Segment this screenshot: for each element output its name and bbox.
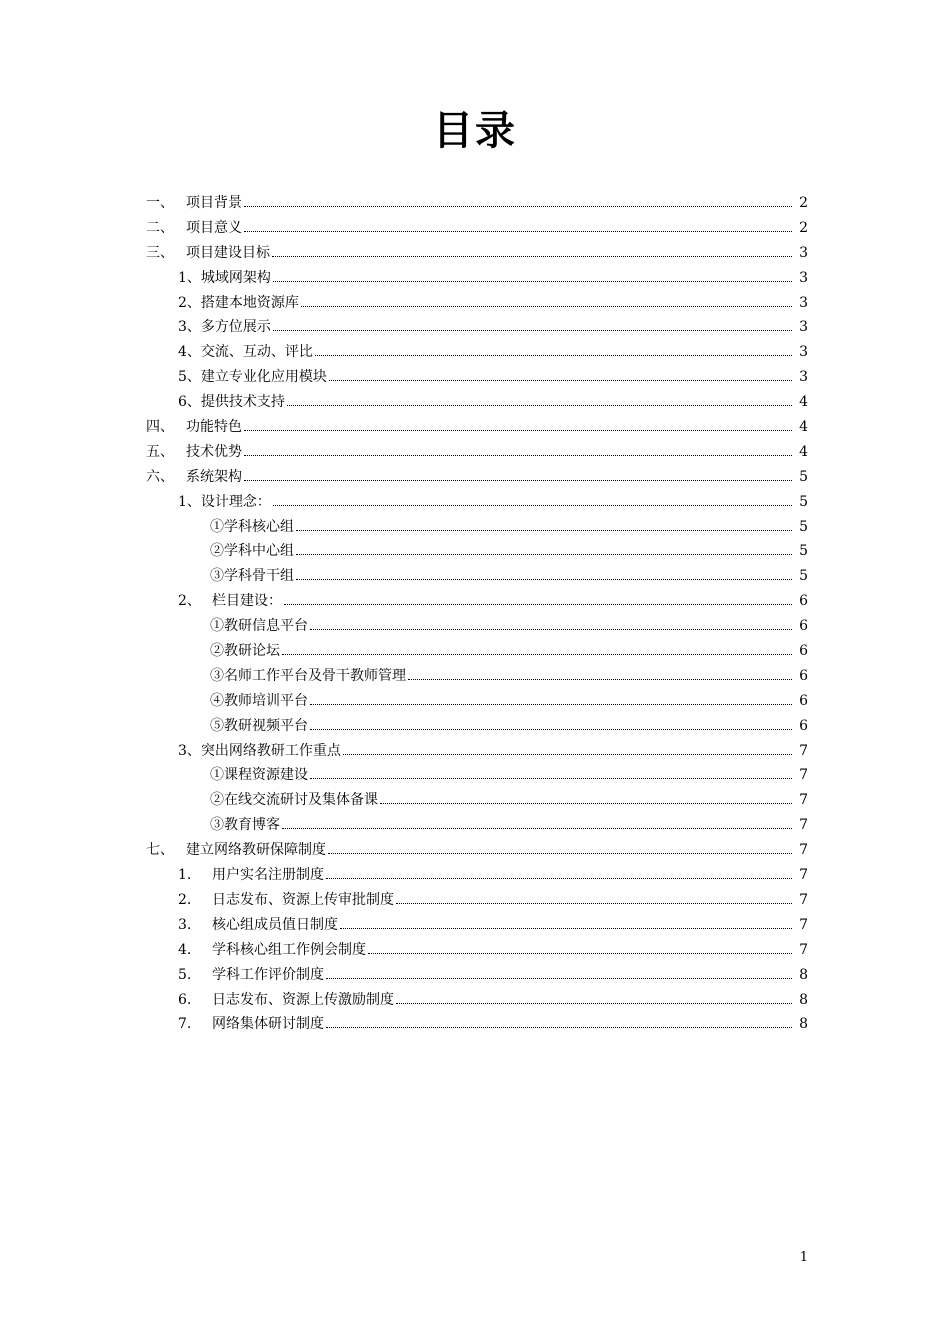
page-number: 1 bbox=[799, 1250, 808, 1265]
toc-entry-title: 项目意义 bbox=[186, 219, 242, 236]
toc-entry[interactable] bbox=[146, 813, 808, 838]
dot-leader bbox=[287, 390, 792, 406]
toc-entry-title: ③名师工作平台及骨干教师管理 bbox=[210, 667, 406, 684]
toc-entry[interactable] bbox=[146, 340, 808, 365]
toc-entry-page: 8 bbox=[799, 1016, 808, 1033]
toc-entry-page: 7 bbox=[799, 792, 808, 809]
toc-entry-number: 4. bbox=[178, 941, 192, 958]
toc-entry[interactable] bbox=[146, 440, 808, 465]
toc-entry-title: 6、提供技术支持 bbox=[178, 394, 285, 411]
toc-entry-title: 网络集体研讨制度 bbox=[212, 1016, 324, 1033]
toc-entry-title: 系统架构 bbox=[186, 468, 242, 485]
toc-entry[interactable] bbox=[146, 266, 808, 291]
toc-entry-page: 3 bbox=[799, 344, 808, 361]
dot-leader bbox=[273, 266, 792, 282]
toc-entry-title: 日志发布、资源上传激励制度 bbox=[212, 991, 394, 1008]
dot-leader bbox=[282, 813, 792, 829]
toc-entry-number: 七、 bbox=[146, 842, 174, 859]
toc-entry-title: ②在线交流研讨及集体备课 bbox=[210, 792, 378, 809]
dot-leader bbox=[301, 291, 792, 307]
toc-entry[interactable] bbox=[146, 241, 808, 266]
toc-entry-page: 5 bbox=[799, 468, 808, 485]
dot-leader bbox=[244, 216, 792, 232]
toc-entry[interactable] bbox=[146, 988, 808, 1013]
toc-entry-number: 五、 bbox=[146, 443, 174, 460]
dot-leader bbox=[343, 739, 792, 755]
toc-entry[interactable] bbox=[146, 639, 808, 664]
toc-entry-page: 7 bbox=[799, 891, 808, 908]
toc-entry-number: 六、 bbox=[146, 468, 174, 485]
dot-leader bbox=[329, 365, 792, 381]
toc-entry-title: ③教育博客 bbox=[210, 817, 280, 834]
toc-entry[interactable] bbox=[146, 739, 808, 764]
toc-entry-title: 学科核心组工作例会制度 bbox=[212, 941, 366, 958]
toc-entry-number: 二、 bbox=[146, 219, 174, 236]
toc-entry-page: 3 bbox=[799, 244, 808, 261]
toc-entry-title: 3、多方位展示 bbox=[178, 319, 271, 336]
dot-leader bbox=[328, 838, 792, 854]
toc-entry-title: ③学科骨干组 bbox=[210, 568, 294, 585]
toc-entry-number: 三、 bbox=[146, 244, 174, 261]
toc-entry-title: 项目建设目标 bbox=[186, 244, 270, 261]
toc-entry[interactable] bbox=[146, 963, 808, 988]
toc-entry-title: 核心组成员值日制度 bbox=[212, 916, 338, 933]
toc-entry[interactable] bbox=[146, 689, 808, 714]
toc-entry[interactable] bbox=[146, 216, 808, 241]
toc-entry[interactable] bbox=[146, 1012, 808, 1037]
toc-entry-page: 2 bbox=[799, 219, 808, 236]
toc-entry-page: 3 bbox=[799, 319, 808, 336]
dot-leader bbox=[273, 315, 792, 331]
toc-entry-title: ⑤教研视频平台 bbox=[210, 717, 308, 734]
toc-entry[interactable] bbox=[146, 589, 808, 614]
toc-entry[interactable] bbox=[146, 291, 808, 316]
toc-entry-page: 7 bbox=[799, 742, 808, 759]
dot-leader bbox=[244, 191, 792, 207]
toc-entry-number: 3. bbox=[178, 916, 192, 933]
toc-entry[interactable] bbox=[146, 888, 808, 913]
toc-entry-title: 5、建立专业化应用模块 bbox=[178, 369, 327, 386]
dot-leader bbox=[296, 515, 792, 531]
dot-leader bbox=[282, 639, 792, 655]
toc-entry-title: 1、设计理念： bbox=[178, 493, 271, 510]
toc-entry-page: 3 bbox=[799, 294, 808, 311]
toc-entry-page: 6 bbox=[799, 717, 808, 734]
toc-entry-page: 6 bbox=[799, 643, 808, 660]
dot-leader bbox=[272, 241, 792, 257]
toc-entry-title: ②教研论坛 bbox=[210, 643, 280, 660]
toc-entry-page: 8 bbox=[799, 966, 808, 983]
toc-entry-page: 7 bbox=[799, 941, 808, 958]
toc-entry-page: 3 bbox=[799, 269, 808, 286]
toc-entry-page: 6 bbox=[799, 593, 808, 610]
toc-entry-number: 1. bbox=[178, 867, 192, 884]
dot-leader bbox=[244, 415, 792, 431]
toc-entry[interactable] bbox=[146, 763, 808, 788]
dot-leader bbox=[368, 938, 792, 954]
toc-entry-page: 4 bbox=[799, 394, 808, 411]
toc-entry-number: 6. bbox=[178, 991, 192, 1008]
toc-entry[interactable] bbox=[146, 938, 808, 963]
toc-entry[interactable] bbox=[146, 714, 808, 739]
toc-entry[interactable] bbox=[146, 863, 808, 888]
page-title: 目录 bbox=[433, 108, 517, 154]
toc-entry-page: 7 bbox=[799, 842, 808, 859]
dot-leader bbox=[310, 714, 792, 730]
dot-leader bbox=[340, 913, 792, 929]
dot-leader bbox=[284, 589, 792, 605]
toc-entry-title: 1、城域网架构 bbox=[178, 269, 271, 286]
toc-entry[interactable] bbox=[146, 191, 808, 216]
toc-entry-page: 7 bbox=[799, 867, 808, 884]
toc-entry-title: 日志发布、资源上传审批制度 bbox=[212, 891, 394, 908]
toc-entry-title: 功能特色 bbox=[186, 419, 242, 436]
toc-entry-page: 5 bbox=[799, 568, 808, 585]
toc-entry[interactable] bbox=[146, 564, 808, 589]
dot-leader bbox=[296, 539, 792, 555]
dot-leader bbox=[310, 689, 792, 705]
toc-entry-title: ②学科中心组 bbox=[210, 543, 294, 560]
toc-entry-title: 技术优势 bbox=[186, 443, 242, 460]
toc-entry-page: 6 bbox=[799, 667, 808, 684]
dot-leader bbox=[408, 664, 792, 680]
toc-entry-title: 3、突出网络教研工作重点 bbox=[178, 742, 341, 759]
toc-entry-number: 2、 bbox=[178, 593, 201, 610]
toc-entry[interactable] bbox=[146, 838, 808, 863]
toc-entry-title: ④教师培训平台 bbox=[210, 692, 308, 709]
toc-entry-page: 7 bbox=[799, 767, 808, 784]
dot-leader bbox=[315, 340, 792, 356]
toc-entry[interactable] bbox=[146, 415, 808, 440]
toc-entry-page: 6 bbox=[799, 692, 808, 709]
dot-leader bbox=[396, 888, 792, 904]
toc-entry-number: 一、 bbox=[146, 195, 174, 211]
dot-leader bbox=[310, 614, 792, 630]
toc-entry[interactable] bbox=[146, 614, 808, 639]
toc-entry-page: 4 bbox=[799, 419, 808, 436]
dot-leader bbox=[326, 1012, 792, 1028]
toc-entry-number: 2. bbox=[178, 891, 192, 908]
toc-entry[interactable] bbox=[146, 539, 808, 564]
table-of-contents bbox=[146, 191, 808, 1037]
toc-entry-title: 2、搭建本地资源库 bbox=[178, 294, 299, 311]
toc-entry[interactable] bbox=[146, 490, 808, 515]
toc-entry[interactable] bbox=[146, 913, 808, 938]
toc-entry-page: 7 bbox=[799, 916, 808, 933]
toc-entry-page: 2 bbox=[799, 195, 808, 211]
toc-entry-number: 7. bbox=[178, 1016, 192, 1033]
toc-entry-title: 4、交流、互动、评比 bbox=[178, 344, 313, 361]
dot-leader bbox=[326, 963, 792, 979]
toc-entry-title: 用户实名注册制度 bbox=[212, 867, 324, 884]
toc-entry-title: 项目背景 bbox=[186, 195, 242, 211]
dot-leader bbox=[380, 788, 792, 804]
toc-entry[interactable] bbox=[146, 788, 808, 813]
toc-entry-page: 3 bbox=[799, 369, 808, 386]
toc-entry[interactable] bbox=[146, 365, 808, 390]
toc-entry-title: ①学科核心组 bbox=[210, 518, 294, 535]
dot-leader bbox=[244, 465, 792, 481]
toc-entry[interactable] bbox=[146, 515, 808, 540]
toc-entry-number: 四、 bbox=[146, 419, 174, 436]
toc-entry-title: ①课程资源建设 bbox=[210, 767, 308, 784]
toc-entry-page: 5 bbox=[799, 518, 808, 535]
dot-leader bbox=[273, 490, 792, 506]
dot-leader bbox=[396, 988, 792, 1004]
toc-entry-title: 建立网络教研保障制度 bbox=[186, 842, 326, 859]
dot-leader bbox=[310, 763, 792, 779]
toc-entry-title: ①教研信息平台 bbox=[210, 618, 308, 635]
dot-leader bbox=[244, 440, 792, 456]
toc-entry-title: 栏目建设： bbox=[212, 593, 282, 610]
dot-leader bbox=[326, 863, 792, 879]
dot-leader bbox=[296, 564, 792, 580]
toc-entry-page: 7 bbox=[799, 817, 808, 834]
toc-entry[interactable] bbox=[146, 664, 808, 689]
toc-entry-page: 6 bbox=[799, 618, 808, 635]
toc-entry-page: 5 bbox=[799, 543, 808, 560]
toc-entry[interactable] bbox=[146, 315, 808, 340]
toc-entry-page: 5 bbox=[799, 493, 808, 510]
toc-entry-page: 8 bbox=[799, 991, 808, 1008]
toc-entry[interactable] bbox=[146, 390, 808, 415]
toc-entry-title: 学科工作评价制度 bbox=[212, 966, 324, 983]
toc-entry[interactable] bbox=[146, 465, 808, 490]
toc-entry-page: 4 bbox=[799, 443, 808, 460]
toc-entry-number: 5. bbox=[178, 966, 192, 983]
